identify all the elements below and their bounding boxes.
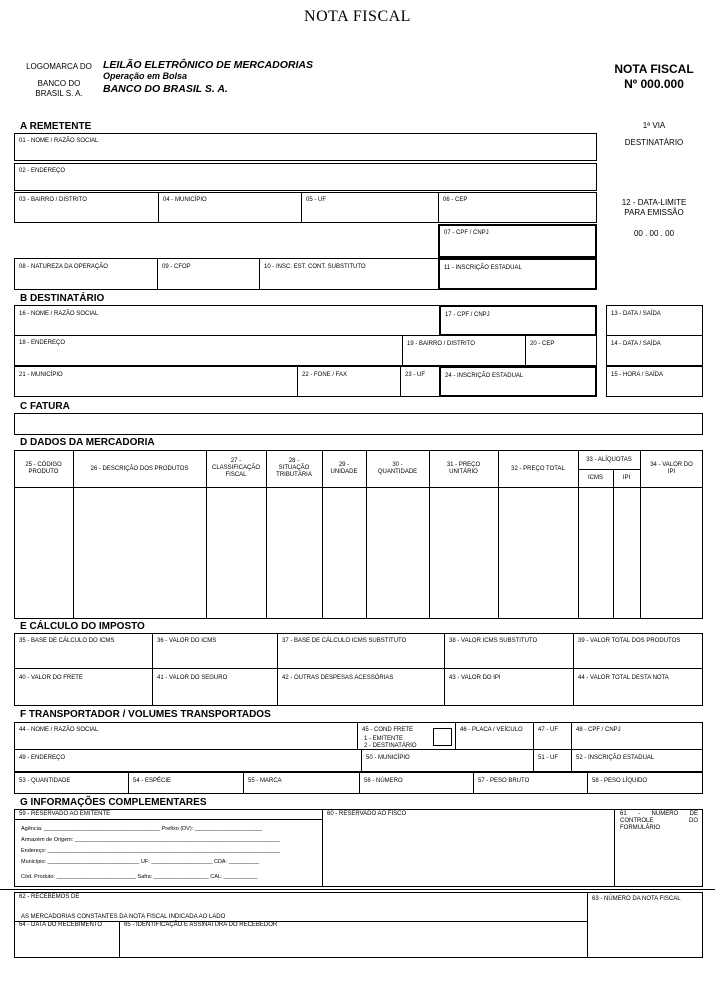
field-03[interactable] — [14, 192, 159, 223]
field-15[interactable] — [606, 366, 703, 397]
header-line: IPI — [667, 469, 676, 475]
field-label: 36 - VALOR DO ICMS — [157, 638, 217, 644]
field-24[interactable] — [439, 366, 597, 397]
header-line: 25 - CÓDIGO — [25, 462, 62, 468]
field-label: 39 - VALOR TOTAL DOS PRODUTOS — [578, 638, 681, 644]
col-divider — [613, 469, 614, 619]
field-fatura[interactable] — [14, 413, 703, 435]
field-label: 09 - CFOP — [162, 264, 191, 270]
page-title: NOTA FISCAL — [304, 8, 411, 25]
field-label: 54 - ESPÉCIE — [133, 778, 172, 784]
field-label: 16 - NOME / RAZÃO SOCIAL — [19, 311, 99, 317]
header-line: CLASSIFICAÇÃO — [211, 465, 260, 471]
header-line: 31 - PREÇO — [446, 462, 481, 468]
col-header-33-icms: ICMS — [588, 475, 603, 481]
field-label: 35 - BASE DE CÁLCULO DO ICMS — [19, 638, 115, 644]
field-40[interactable] — [14, 668, 153, 706]
field-37[interactable] — [277, 633, 445, 669]
field-label: 10 - INSC. EST. CONT. SUBSTITUTO — [264, 264, 366, 270]
field-46[interactable] — [455, 722, 534, 750]
col-header-33: 33 - ALÍQUOTAS — [586, 457, 632, 463]
field-label: 47 - UF — [538, 727, 559, 733]
field-label: 41 - VALOR DO SEGURO — [157, 675, 228, 681]
aliquotas-divider — [578, 469, 640, 470]
field-08[interactable] — [14, 258, 158, 290]
company-bank: BANCO DO BRASIL S. A. — [103, 83, 228, 95]
field-04[interactable] — [158, 192, 302, 223]
field-60[interactable] — [322, 809, 615, 887]
header-line: PRODUTO — [28, 469, 59, 475]
field-label: 40 - VALOR DO FRETE — [19, 675, 83, 681]
field-53[interactable] — [14, 772, 129, 794]
col-header-32: 32 - PREÇO TOTAL — [511, 466, 565, 472]
header-line: TRIBUTÁRIA — [276, 472, 312, 478]
field-label: 59 - RESERVADO AO EMITENTE — [19, 811, 111, 817]
field-label: 06 - CEP — [443, 197, 468, 203]
field-42[interactable] — [277, 668, 445, 706]
date-limit-line: 12 - DATA-LIMITE — [621, 198, 687, 207]
field-39[interactable] — [573, 633, 703, 669]
field-55[interactable] — [243, 772, 360, 794]
header-line: UNITÁRIO — [449, 469, 478, 475]
field-54[interactable] — [128, 772, 244, 794]
section-complementares: G INFORMAÇÕES COMPLEMENTARES — [20, 797, 207, 808]
header-line: 29 - — [338, 462, 350, 468]
field-label: 61 - NÚMERO DE CONTROLE DO FORMULÁRIO — [620, 811, 698, 831]
logo-placeholder — [14, 62, 104, 99]
logo-line: LOGOMARCA DO — [26, 62, 92, 71]
field-label: 23 - UF — [405, 372, 426, 378]
field-16[interactable] — [14, 305, 440, 336]
field-label: 57 - PESO BRUTO — [478, 778, 530, 784]
company-name: LEILÃO ELETRÔNICO DE MERCADORIAS — [103, 59, 314, 71]
field-41[interactable] — [152, 668, 278, 706]
section-imposto: E CÁLCULO DO IMPOSTO — [20, 621, 145, 632]
col-header-29 — [322, 462, 366, 476]
field-label: 05 - UF — [306, 197, 327, 203]
section-transportador: F TRANSPORTADOR / VOLUMES TRANSPORTADOS — [20, 709, 271, 720]
logo-line: BRASIL S. A. — [35, 89, 83, 98]
field-label: 45 - COND FRETE — [362, 727, 414, 733]
field-44-transp[interactable] — [14, 722, 358, 750]
field-21[interactable] — [14, 366, 298, 397]
header-line: 27 - — [230, 458, 242, 464]
freight-option: 1 - EMITENTE — [364, 736, 404, 742]
field-label: 37 - BASE DE CÁLCULO ICMS SUBSTITUTO — [282, 638, 407, 644]
col-header-30 — [366, 462, 429, 476]
field-05[interactable] — [301, 192, 439, 223]
field-label: 24 - INSCRIÇÃO ESTADUAL — [445, 373, 524, 379]
field-label: 48 - CPF / CNPJ — [576, 727, 621, 733]
field-10[interactable] — [259, 258, 439, 290]
field-52[interactable] — [571, 749, 703, 772]
field-label: 21 - MUNICÍPIO — [19, 372, 63, 378]
field-label: 19 - BAIRRO / DISTRITO — [407, 341, 475, 347]
field-35[interactable] — [14, 633, 153, 669]
field-49[interactable] — [14, 749, 362, 772]
field-06[interactable] — [438, 192, 597, 223]
field-label: 44 - VALOR TOTAL DESTA NOTA — [578, 675, 669, 681]
col-header-28 — [266, 458, 322, 479]
header-line: 34 - VALOR DO — [650, 462, 693, 468]
company-subtitle: Operação em Bolsa — [103, 71, 188, 81]
section-mercadoria: D DADOS DA MERCADORIA — [20, 437, 155, 448]
field-label: 46 - PLACA / VEÍCULO — [460, 727, 523, 733]
agencia-line: Agência: ______________________________________ Prefixo (DV): ______________________ — [21, 826, 262, 832]
field-label: 03 - BAIRRO / DISTRITO — [19, 197, 87, 203]
field-label: 11 - INSCRIÇÃO ESTADUAL — [444, 265, 522, 271]
field-label: 07 - CPF / CNPJ — [444, 230, 489, 236]
field-18[interactable] — [14, 335, 403, 366]
col-divider — [73, 450, 74, 619]
header-line: 28 - — [288, 458, 300, 464]
field-label: 43 - VALOR DO IPI — [449, 675, 501, 681]
field-38[interactable] — [444, 633, 574, 669]
field-64[interactable] — [14, 921, 120, 958]
field-20[interactable] — [525, 335, 597, 366]
field-label: 53 - QUANTIDADE — [19, 778, 71, 784]
field-47[interactable] — [533, 722, 572, 750]
field-label: 49 - ENDEREÇO — [19, 755, 66, 761]
section-remetente: A REMETENTE — [20, 121, 92, 132]
field-51[interactable] — [533, 749, 572, 772]
field-label: 55 - MARCA — [248, 778, 282, 784]
field-label: 17 - CPF / CNPJ — [445, 312, 490, 318]
field-label: 15 - HORA / SAÍDA — [611, 372, 664, 378]
field-label: 60 - RESERVADO AO FISCO — [327, 811, 407, 817]
field-36[interactable] — [152, 633, 278, 669]
field-label: 04 - MUNICÍPIO — [163, 197, 207, 203]
field-48[interactable] — [571, 722, 703, 750]
field-19[interactable] — [402, 335, 526, 366]
field-label: 44 - NOME / RAZÃO SOCIAL — [19, 727, 99, 733]
freight-checkbox[interactable] — [433, 728, 452, 746]
field-62[interactable] — [14, 892, 588, 922]
logo-line: BANCO DO — [37, 79, 81, 88]
field-14[interactable] — [606, 335, 703, 366]
field-label: 38 - VALOR ICMS SUBSTITUTO — [449, 638, 538, 644]
date-limit-label — [600, 198, 708, 218]
field-label: 13 - DATA / SAÍDA — [611, 311, 661, 317]
field-02[interactable] — [14, 163, 597, 191]
cut-line — [0, 889, 715, 890]
field-57[interactable] — [473, 772, 588, 794]
field-44-total[interactable] — [573, 668, 703, 706]
field-label: 51 - UF — [538, 755, 559, 761]
col-divider — [498, 450, 499, 619]
field-11[interactable] — [438, 258, 597, 290]
nf-number: Nº 000.000 — [624, 77, 684, 91]
field-22[interactable] — [297, 366, 401, 397]
field-61[interactable] — [614, 809, 703, 887]
field-label: 63 - NÚMERO DA NOTA FISCAL — [592, 896, 681, 902]
section-fatura: C FATURA — [20, 401, 70, 412]
field-label: 22 - FONE / FAX — [302, 372, 348, 378]
date-limit-value: 00 . 00 . 00 — [633, 229, 675, 238]
field-label: 64 - DATA DO RECEBIMENTO — [19, 922, 103, 928]
table-header-divider — [14, 487, 703, 488]
field-09[interactable] — [157, 258, 260, 290]
field-56[interactable] — [359, 772, 474, 794]
field-label: 42 - OUTRAS DESPESAS ACESSÓRIAS — [282, 675, 394, 681]
col-header-26: 26 - DESCRIÇÃO DOS PRODUTOS — [90, 466, 189, 472]
field-13[interactable] — [606, 305, 703, 336]
field-59[interactable] — [14, 809, 323, 887]
header-line: 30 - — [392, 462, 403, 468]
receipt-text: AS MERCADORIAS CONSTANTES DA NOTA FISCAL INDICADA AO LADO — [21, 914, 226, 920]
field-label: 14 - DATA / SAÍDA — [611, 341, 661, 347]
field-45[interactable] — [357, 722, 456, 750]
nf-title: NOTA FISCAL — [614, 62, 694, 76]
header-line: QUANTIDADE — [377, 469, 418, 475]
field-01[interactable] — [14, 133, 597, 161]
field-65[interactable] — [119, 921, 588, 958]
field-label: 01 - NOME / RAZÃO SOCIAL — [19, 138, 99, 144]
field-label: 08 - NATUREZA DA OPERAÇÃO — [19, 264, 108, 270]
field-label: 58 - PESO LÍQUIDO — [592, 778, 648, 784]
field-label: 62 - RECEBEMOS DE — [19, 894, 80, 900]
field-label: 20 - CEP — [530, 341, 555, 347]
col-header-33-ipi: IPI — [622, 475, 631, 481]
via-destinatario: DESTINATÁRIO — [624, 138, 684, 147]
section-destinatario: B DESTINATÁRIO — [20, 293, 105, 304]
field-23[interactable] — [400, 366, 440, 397]
via-label: 1ª VIA — [642, 121, 666, 130]
field-17[interactable] — [439, 305, 597, 336]
col-header-25 — [14, 462, 73, 476]
header-line: UNIDADE — [330, 469, 358, 475]
field-label: 50 - MUNICÍPIO — [366, 755, 410, 761]
municipio-line: Município: ______________________________ UF: ____________________ CDA: __________ — [21, 859, 260, 865]
col-header-27 — [206, 458, 266, 479]
date-limit-line: PARA EMISSÃO — [624, 208, 684, 217]
field-58[interactable] — [587, 772, 703, 794]
cod-produto-line: Cód. Produto: __________________________ Safra: __________________ CAL: ___________ — [21, 874, 258, 880]
field-50[interactable] — [361, 749, 534, 772]
field-label: 18 - ENDEREÇO — [19, 340, 66, 346]
field-label: 65 - IDENTIFICAÇÃO E ASSINATURA DO RECEBEDOR — [124, 922, 278, 928]
armazem-line: Armazém de Origem: ___________________________________________________________________ — [21, 837, 280, 843]
header-line: FISCAL — [225, 472, 247, 478]
field-label: 52 - INSCRIÇÃO ESTADUAL — [576, 755, 655, 761]
field-label: 56 - NÚMERO — [364, 778, 403, 784]
col-header-34 — [640, 462, 703, 476]
field-63[interactable] — [587, 892, 703, 958]
freight-option: 2 - DESTINATÁRIO — [364, 743, 417, 749]
field-43[interactable] — [444, 668, 574, 706]
header-line: SITUAÇÃO — [278, 465, 310, 471]
endereco-line: Endereço: ____________________________________________________________________________ — [21, 848, 281, 854]
label-underline — [15, 819, 322, 820]
col-header-31 — [429, 462, 498, 476]
field-07[interactable] — [438, 224, 597, 258]
field-label: 02 - ENDEREÇO — [19, 168, 66, 174]
